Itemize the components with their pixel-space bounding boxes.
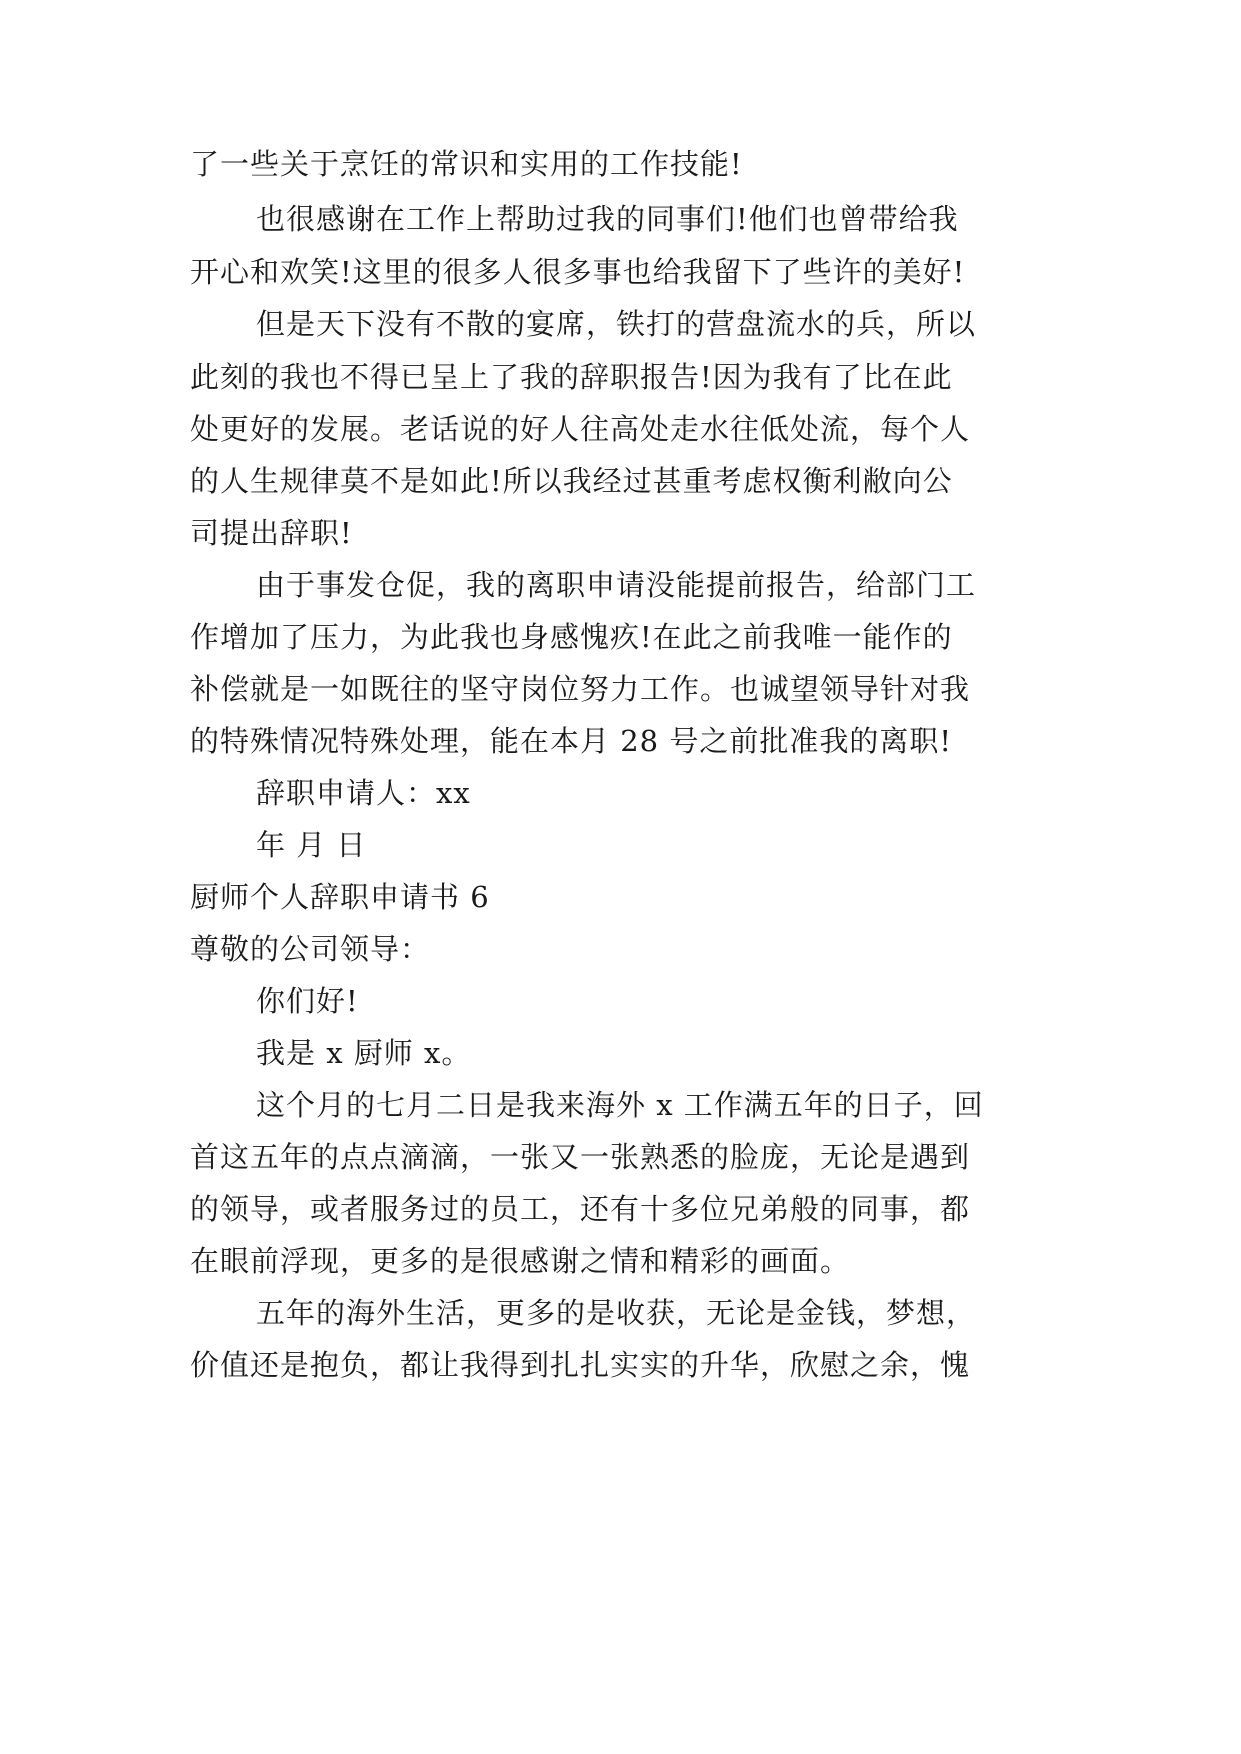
text-line: 处更好的发展。老话说的好人往高处走水往低处流，每个人 xyxy=(190,412,971,446)
text-line: 的特殊情况特殊处理，能在本月 28 号之前批准我的离职! xyxy=(190,724,952,758)
salutation: 尊敬的公司领导： xyxy=(190,932,431,966)
text-line: 了一些关于烹饪的常识和实用的工作技能! xyxy=(190,147,743,181)
date-line: 年 月 日 xyxy=(256,828,367,862)
text-line: 此刻的我也不得已呈上了我的辞职报告!因为我有了比在此 xyxy=(190,360,953,394)
paragraph-start: 五年的海外生活，更多的是收获，无论是金钱，梦想， xyxy=(256,1296,977,1330)
section-title: 厨师个人辞职申请书 6 xyxy=(190,880,490,914)
text-line: 首这五年的点点滴滴，一张又一张熟悉的脸庞，无论是遇到 xyxy=(190,1140,971,1174)
paragraph-start: 这个月的七月二日是我来海外 x 工作满五年的日子，回 xyxy=(256,1088,984,1122)
paragraph-start: 由于事发仓促，我的离职申请没能提前报告，给部门工 xyxy=(256,568,977,602)
text-line: 司提出辞职! xyxy=(190,516,353,550)
greeting: 你们好! xyxy=(256,984,359,1018)
text-line: 开心和欢笑!这里的很多人很多事也给我留下了些许的美好! xyxy=(190,255,966,289)
paragraph-start: 也很感谢在工作上帮助过我的同事们!他们也曾带给我 xyxy=(256,202,959,236)
text-line: 的人生规律莫不是如此!所以我经过甚重考虑权衡利敝向公 xyxy=(190,464,953,498)
text-line: 补偿就是一如既往的坚守岗位努力工作。也诚望领导针对我 xyxy=(190,672,971,706)
text-line: 价值还是抱负，都让我得到扎扎实实的升华，欣慰之余，愧 xyxy=(190,1348,971,1382)
text-line: 的领导，或者服务过的员工，还有十多位兄弟般的同事，都 xyxy=(190,1192,971,1226)
signature-line: 辞职申请人：xx xyxy=(256,776,471,810)
text-line: 作增加了压力，为此我也身感愧疚!在此之前我唯一能作的 xyxy=(190,620,953,654)
text-line: 在眼前浮现，更多的是很感谢之情和精彩的画面。 xyxy=(190,1244,851,1278)
paragraph-start: 但是天下没有不散的宴席，铁打的营盘流水的兵，所以 xyxy=(256,307,977,341)
intro-line: 我是 x 厨师 x。 xyxy=(256,1036,472,1070)
